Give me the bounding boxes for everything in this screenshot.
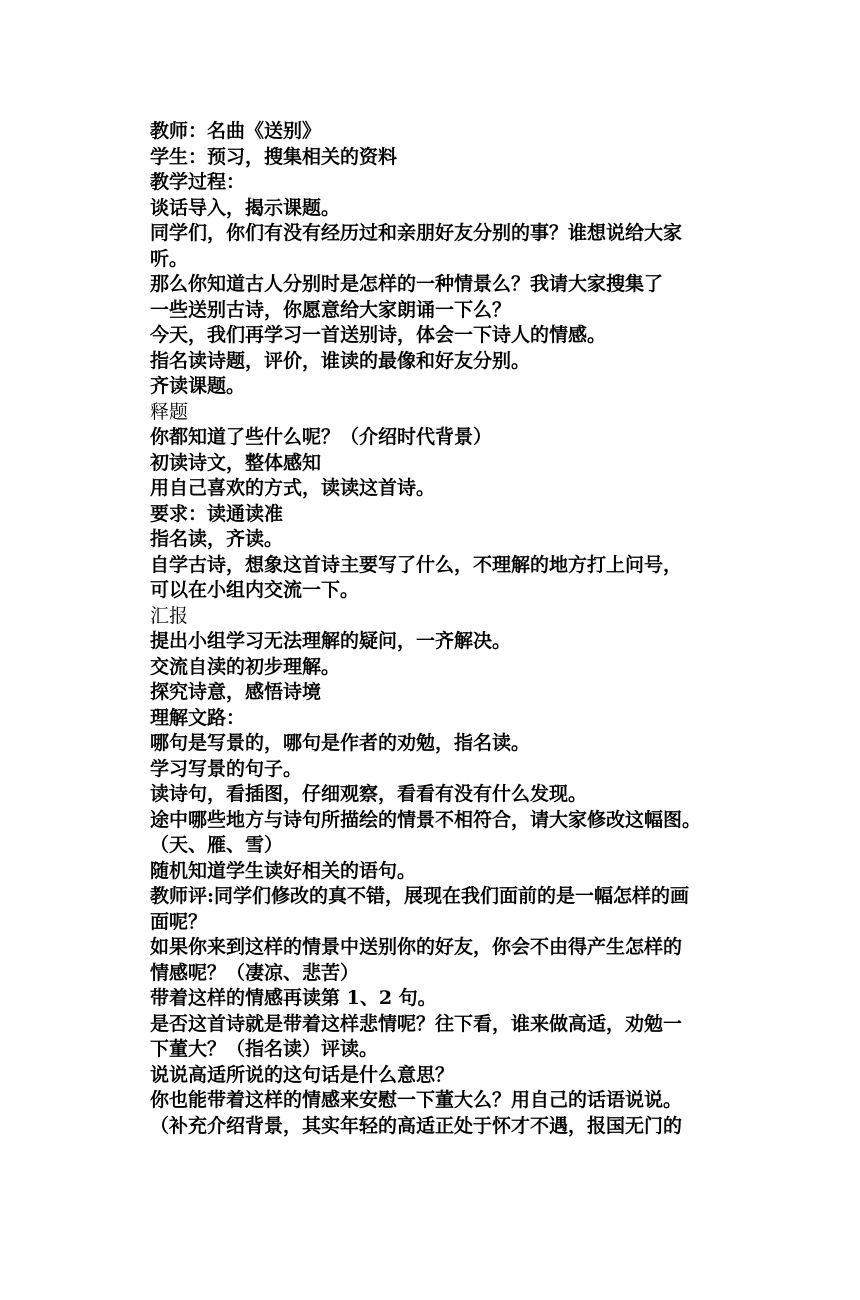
text-line: 你都知道了些什么呢？（介绍时代背景） [150,426,493,448]
text-line: 情感呢？（凄凉、悲苦） [150,961,360,984]
text-line: 听。 [150,247,189,270]
text-line: 初读诗文，整体感知 [150,451,322,474]
text-line: 学生：预习，搜集相关的资料 [150,145,398,168]
text-line: 学习写景的句子。 [150,757,303,780]
text-line: 一些送别古诗，你愿意给大家朗诵一下么？ [150,298,512,321]
text-line: 齐读课题。 [150,375,246,397]
text-line: 教师：名曲《送别》 [150,120,322,142]
text-line: 教学过程： [150,171,246,193]
text-line: 哪句是写景的，哪句是作者的劝勉，指名读。 [150,732,531,754]
text-line: 如果你来到这样的情景中送别你的好友，你会不由得产生怎样的 [150,936,683,958]
text-line: 可以在小组内交流一下。 [150,579,360,601]
text-line: 提出小组学习无法理解的疑问，一齐解决。 [150,630,512,652]
text-line: 下董大？（指名读）评读。 [150,1038,379,1060]
text-line: 那么你知道古人分别时是怎样的一种情景么？我请大家搜集了 [150,273,664,295]
text-line: 同学们，你们有没有经历过和亲朋好友分别的事？谁想说给大家 [150,222,683,244]
text-line: （天、雁、雪） [150,834,284,856]
text-line: 读诗句，看插图，仔细观察，看看有没有什么发现。 [150,783,588,805]
text-line: 释题 [150,400,189,423]
text-line: 你也能带着这样的情感来安慰一下董大么？用自己的话语说说。 [150,1089,683,1111]
text-line: 探究诗意，感悟诗境 [150,681,322,703]
text-line: 用自己喜欢的方式，读读这首诗。 [150,477,436,499]
text-line: 今天，我们再学习一首送别诗，体会一下诗人的情感。 [150,324,607,346]
text-line: 谈话导入，揭示课题。 [150,196,341,219]
lesson-plan-text [150,119,730,1139]
text-line: 随机知道学生读好相关的语句。 [150,859,417,882]
text-line: （补充介绍背景，其实年轻的高适正处于怀才不遇，报国无门的 [150,1114,683,1137]
text-line: 指名读，齐读。 [150,528,284,550]
text-line: 说说高适所说的这句话是什么意思？ [150,1063,455,1086]
text-line: 带着这样的情感再读第 1、2 句。 [150,987,437,1009]
text-line: 汇报 [150,604,189,627]
text-line: 面呢？ [150,910,208,933]
text-line: 是否这首诗就是带着这样悲情呢？往下看，谁来做高适，劝勉一 [150,1012,683,1035]
text-line: 指名读诗题，评价，谁读的最像和好友分别。 [150,349,531,372]
text-line: 教师评:同学们修改的真不错，展现在我们面前的是一幅怎样的画 [150,885,690,907]
text-line: 理解文路： [150,706,246,729]
text-line: 交流自渎的初步理解。 [150,655,341,678]
text-line: 要求：读通读准 [150,502,284,525]
text-line: 途中哪些地方与诗句所描绘的情景不相符合，请大家修改这幅图。 [150,808,702,831]
text-line: 自学古诗，想象这首诗主要写了什么，不理解的地方打上问号， [150,553,683,576]
